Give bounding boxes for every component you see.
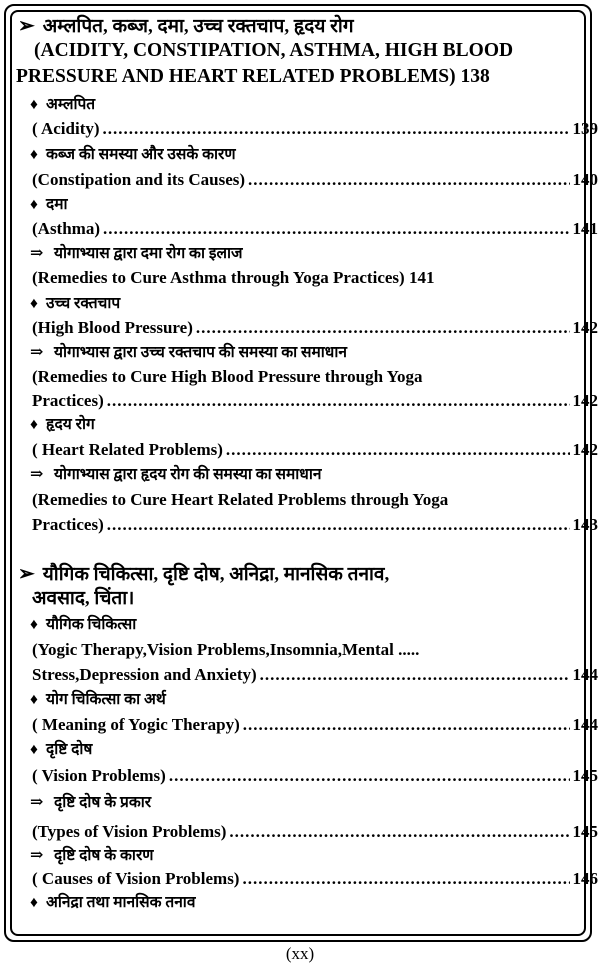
section2-heading-hindi-2: अवसाद, चिंता। [32, 588, 135, 609]
toc-entry-line1[interactable]: (Remedies to Cure High Blood Pressure through Yoga [32, 367, 423, 386]
toc-entry[interactable]: ( Vision Problems) ..... 145 [18, 765, 598, 787]
toc-entry-hindi: ⇒ योगाभ्यास द्वारा हृदय रोग की समस्या का समाधान [18, 464, 596, 486]
toc-entry[interactable]: (Asthma) ..... 141 [18, 218, 598, 240]
double-arrow-icon: ⇒ [30, 245, 44, 262]
toc-entry[interactable]: (Remedies to Cure Asthma through Yoga Practices) 141 [32, 268, 435, 287]
page-number: (xx) [285, 944, 315, 963]
toc-entry-hindi: ⇒ दृष्टि दोष के प्रकार [18, 792, 596, 814]
section2-heading-hindi: ➢ यौगिक चिकित्सा, दृष्टि दोष, अनिद्रा, मानसिक तनाव, [18, 563, 390, 585]
toc-entry[interactable]: (Constipation and its Causes) ..... 140 [18, 169, 598, 191]
toc-entry[interactable]: ( Acidity) ..... 139 [18, 118, 598, 140]
diamond-bullet-icon: ♦ [30, 416, 38, 433]
toc-entry[interactable]: Stress,Depression and Anxiety) ..... 144 [18, 664, 598, 686]
diamond-bullet-icon: ♦ [30, 196, 38, 213]
toc-entry-hindi: ⇒ योगाभ्यास द्वारा उच्च रक्तचाप की समस्या का समाधान [18, 342, 596, 364]
arrow-bullet-icon: ➢ [18, 15, 35, 37]
arrow-bullet-icon: ➢ [18, 563, 35, 585]
toc-entry[interactable]: ( Heart Related Problems) ..... 142 [18, 439, 598, 461]
diamond-bullet-icon: ♦ [30, 894, 38, 911]
toc-entry-hindi: ♦ यौगिक चिकित्सा [18, 614, 596, 636]
toc-entry-hindi: ♦ दृष्टि दोष [18, 739, 596, 761]
double-arrow-icon: ⇒ [30, 847, 44, 864]
toc-entry-hindi: ♦ अनिद्रा तथा मानसिक तनाव [18, 892, 596, 914]
toc-entry[interactable]: ( Causes of Vision Problems) ..... 146 [18, 868, 598, 890]
section1-heading-hindi: ➢ अम्लपित, कब्ज, दमा, उच्च रक्तचाप, हृदय रोग [18, 15, 354, 37]
diamond-bullet-icon: ♦ [30, 96, 38, 113]
diamond-bullet-icon: ♦ [30, 295, 38, 312]
toc-entry-hindi: ♦ कब्ज की समस्या और उसके कारण [18, 144, 596, 166]
toc-entry-line1[interactable]: (Yogic Therapy,Vision Problems,Insomnia,Mental ..... [32, 640, 420, 659]
toc-entry[interactable]: (High Blood Pressure) ..... 142 [18, 317, 598, 339]
toc-entry-hindi: ♦ हृदय रोग [18, 414, 596, 436]
toc-entry[interactable]: ( Meaning of Yogic Therapy) ..... 144 [18, 714, 598, 736]
double-arrow-icon: ⇒ [30, 466, 44, 483]
section1-heading-english: (ACIDITY, CONSTIPATION, ASTHMA, HIGH BLOOD [34, 40, 514, 61]
toc-entry[interactable]: Practices) ..... 143 [18, 514, 598, 536]
toc-entry-hindi: ♦ अम्लपित [18, 94, 596, 116]
diamond-bullet-icon: ♦ [30, 741, 38, 758]
toc-entry-hindi: ♦ दमा [18, 194, 596, 216]
diamond-bullet-icon: ♦ [30, 146, 38, 163]
toc-entry-hindi: ♦ योग चिकित्सा का अर्थ [18, 689, 596, 711]
toc-entry-hindi: ⇒ योगाभ्यास द्वारा दमा रोग का इलाज [18, 243, 596, 265]
diamond-bullet-icon: ♦ [30, 616, 38, 633]
toc-entry[interactable]: (Types of Vision Problems) ..... 145 [18, 821, 598, 843]
section1-heading-english-2: PRESSURE AND HEART RELATED PROBLEMS) 138 [16, 66, 490, 87]
toc-entry-line1[interactable]: (Remedies to Cure Heart Related Problems through Yoga [32, 490, 449, 509]
diamond-bullet-icon: ♦ [30, 691, 38, 708]
toc-entry-hindi: ⇒ दृष्टि दोष के कारण [18, 845, 596, 867]
double-arrow-icon: ⇒ [30, 344, 44, 361]
toc-entry-hindi: ♦ उच्च रक्तचाप [18, 293, 596, 315]
double-arrow-icon: ⇒ [30, 794, 44, 811]
toc-entry[interactable]: Practices) ..... 142 [18, 390, 598, 412]
